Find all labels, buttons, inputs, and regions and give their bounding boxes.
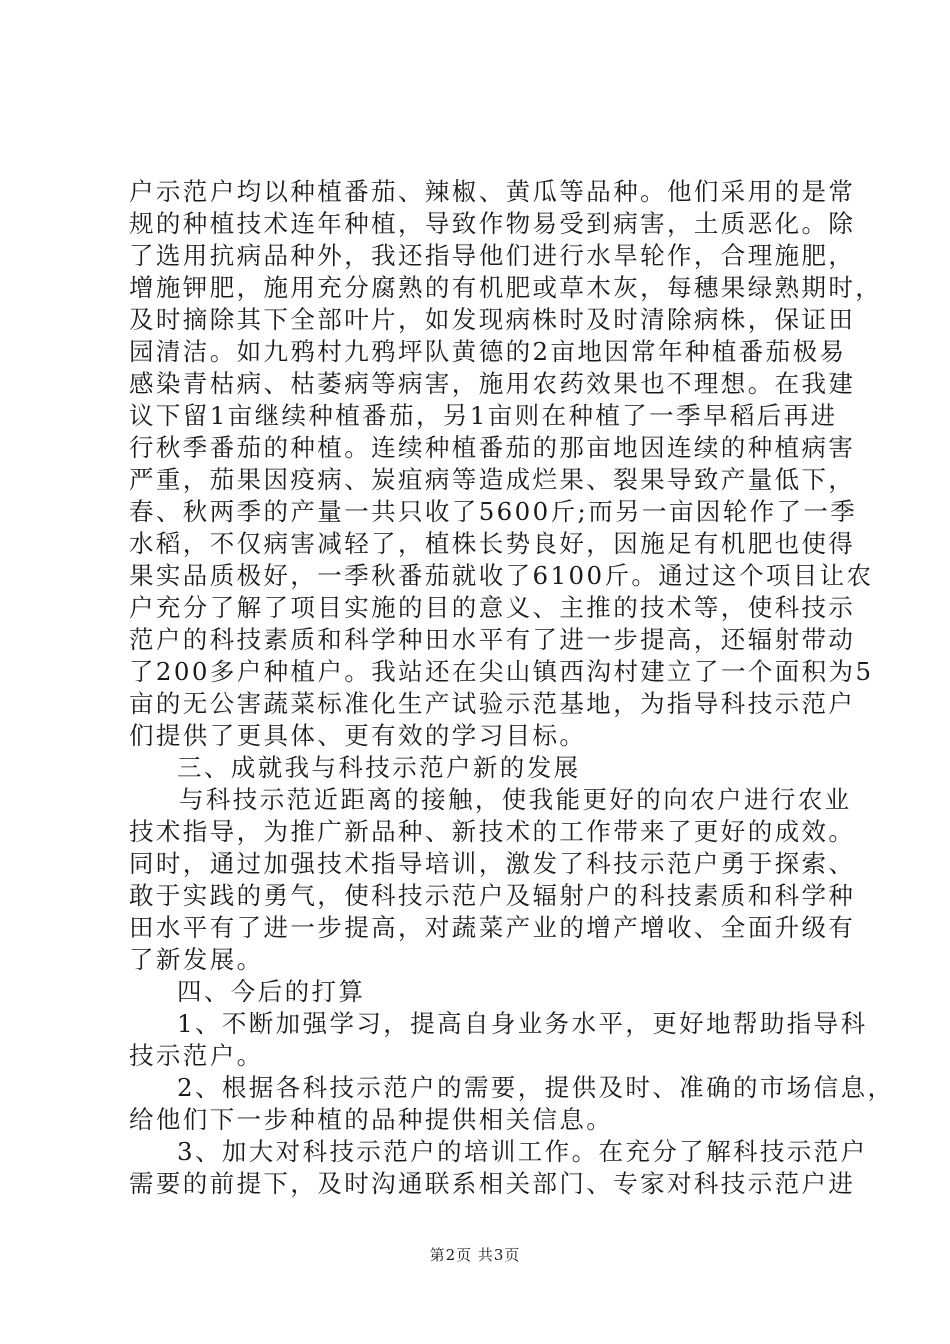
body-line: 了200多户种植户。我站还在尖山镇西沟村建立了一个面积为5 <box>129 657 874 686</box>
body-line: 与科技示范近距离的接触，使我能更好的向农户进行农业 <box>179 785 852 814</box>
body-line: 果实品质极好，一季秋番茄就收了6100斤。通过这个项目让农 <box>129 561 874 590</box>
document-body <box>129 176 895 1200</box>
body-line: 水稻，不仅病害减轻了，植株长势良好，因施足有机肥也使得 <box>129 529 856 558</box>
section-heading: 四、今后的打算 <box>177 977 366 1006</box>
body-line: 田水平有了进一步提高，对蔬菜产业的增产增收、全面升级有 <box>129 913 856 942</box>
body-line: 增施钾肥，施用充分腐熟的有机肥或草木灰，每穗果绿熟期时， <box>129 273 883 302</box>
body-line: 需要的前提下，及时沟通联系相关部门、专家对科技示范户进 <box>129 1169 856 1198</box>
body-line: 行秋季番茄的种植。连续种植番茄的那亩地因连续的种植病害 <box>129 433 856 462</box>
body-line: 及时摘除其下全部叶片，如发现病株时及时清除病株，保证田 <box>129 305 856 334</box>
body-line: 同时，通过加强技术指导培训，激发了科技示范户勇于探索、 <box>129 849 856 878</box>
body-line: 给他们下一步种植的品种提供相关信息。 <box>129 1105 614 1134</box>
list-item: 1、不断加强学习，提高自身业务水平，更好地帮助指导科 <box>177 1009 868 1038</box>
body-line: 严重，茄果因疫病、炭疽病等造成烂果、裂果导致产量低下， <box>129 465 856 494</box>
list-item: 3、加大对科技示范户的培训工作。在充分了解科技示范户 <box>177 1137 868 1166</box>
body-line: 户示范户均以种植番茄、辣椒、黄瓜等品种。他们采用的是常 <box>129 177 856 206</box>
body-line: 园清洁。如九鸦村九鸦坪队黄德的2亩地因常年种植番茄极易 <box>129 337 847 366</box>
body-line: 春、秋两季的产量一共只收了5600斤;而另一亩因轮作了一季 <box>129 497 858 526</box>
body-line: 们提供了更具体、更有效的学习目标。 <box>129 721 587 750</box>
body-line: 范户的科技素质和科学种田水平有了进一步提高，还辐射带动 <box>129 625 856 654</box>
page-number-footer: 第2页 共3页 <box>429 1246 521 1264</box>
list-item: 2、根据各科技示范户的需要，提供及时、准确的市场信息， <box>177 1073 895 1102</box>
body-line: 技示范户。 <box>129 1041 264 1070</box>
body-line: 户充分了解了项目实施的目的意义、主推的技术等，使科技示 <box>129 593 856 622</box>
body-line: 了选用抗病品种外，我还指导他们进行水旱轮作，合理施肥， <box>129 241 856 270</box>
body-line: 感染青枯病、枯萎病等病害，施用农药效果也不理想。在我建 <box>129 369 856 398</box>
body-line: 议下留1亩继续种植番茄，另1亩则在种植了一季早稻后再进 <box>129 401 838 430</box>
section-heading: 三、成就我与科技示范户新的发展 <box>177 753 581 782</box>
body-line: 敢于实践的勇气，使科技示范户及辐射户的科技素质和科学种 <box>129 881 856 910</box>
body-line: 亩的无公害蔬菜标准化生产试验示范基地，为指导科技示范户 <box>129 689 856 718</box>
body-line: 了新发展。 <box>129 945 264 974</box>
body-line: 规的种植技术连年种植，导致作物易受到病害，土质恶化。除 <box>129 209 856 238</box>
body-line: 技术指导，为推广新品种、新技术的工作带来了更好的成效。 <box>129 817 856 846</box>
